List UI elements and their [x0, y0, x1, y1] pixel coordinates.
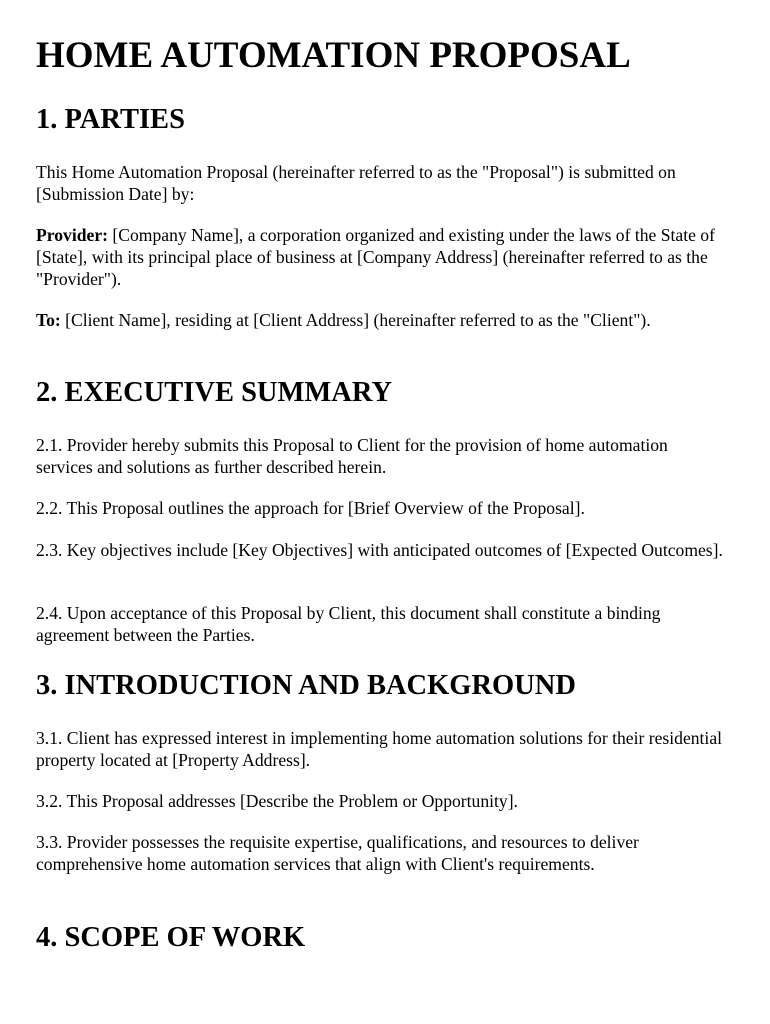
provider-text: [Company Name], a corporation organized and existing under the laws of the State of [State], with its principal place of business at [Company Address] (hereinafter referred to as the "Provider"). — [36, 225, 715, 289]
executive-summary-paragraph-1: 2.1. Provider hereby submits this Proposal to Client for the provision of home automation services and solutions as further described herein. — [36, 435, 668, 477]
parties-intro-paragraph: This Home Automation Proposal (hereinafter referred to as the "Proposal") is submitted on [Submission Date] by: — [36, 162, 676, 204]
executive-summary-paragraph-4: 2.4. Upon acceptance of this Proposal by Client, this document shall constitute a binding agreement between the Parties. — [36, 603, 661, 645]
provider-paragraph — [36, 224, 726, 290]
client-label: To: — [36, 310, 61, 330]
introduction-paragraph-1: 3.1. Client has expressed interest in implementing home automation solutions for their residential property located at [Property Address]. — [36, 728, 723, 770]
executive-summary-paragraph-3: 2.3. Key objectives include [Key Objectives] with anticipated outcomes of [Expected Outcomes]. — [36, 540, 723, 560]
introduction-paragraph-3: 3.3. Provider possesses the requisite expertise, qualifications, and resources to deliver comprehensive home automation services that align with Client's requirements. — [36, 832, 639, 874]
executive-summary-paragraph-2: 2.2. This Proposal outlines the approach for [Brief Overview of the Proposal]. — [36, 498, 585, 518]
section-heading-introduction: 3. INTRODUCTION AND BACKGROUND — [36, 670, 576, 701]
section-heading-executive-summary: 2. EXECUTIVE SUMMARY — [36, 377, 393, 408]
document-title: HOME AUTOMATION PROPOSAL — [36, 35, 631, 76]
client-paragraph — [36, 309, 726, 331]
client-text: [Client Name], residing at [Client Address] (hereinafter referred to as the "Client"). — [60, 310, 651, 330]
provider-label: Provider: — [36, 225, 108, 245]
section-heading-parties: 1. PARTIES — [36, 104, 185, 135]
section-heading-scope-of-work: 4. SCOPE OF WORK — [36, 922, 306, 953]
introduction-paragraph-2: 3.2. This Proposal addresses [Describe the Problem or Opportunity]. — [36, 791, 518, 811]
